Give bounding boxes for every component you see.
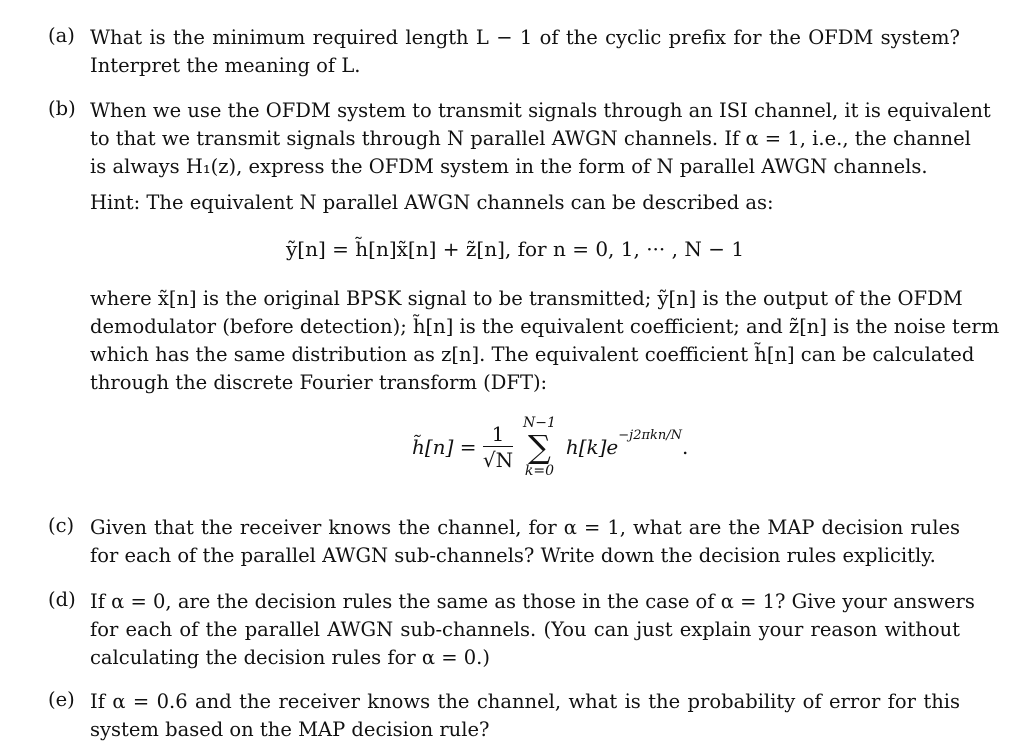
- question-a-label: (a): [48, 24, 75, 47]
- dft-exponent: −j2πkn/N: [618, 427, 683, 443]
- question-c-line-1: Given that the receiver knows the channel, for α = 1, what are the MAP decision rules: [90, 516, 960, 539]
- sigma-icon: ∑: [528, 428, 551, 466]
- question-a-line-1: What is the minimum required length L − 1 of the cyclic prefix for the OFDM system?: [90, 26, 960, 49]
- equation-dft: [412, 415, 688, 489]
- question-b-line-3: is always H₁(z), express the OFDM system in the form of N parallel AWGN channels.: [90, 155, 928, 178]
- question-c-label: (c): [48, 514, 75, 537]
- dft-fraction: [483, 422, 513, 473]
- question-e-label: (e): [48, 688, 75, 711]
- question-a-line-2: Interpret the meaning of L.: [90, 54, 361, 77]
- question-d: [48, 588, 975, 672]
- question-d-line-2: for each of the parallel AWGN sub-channels. (You can just explain your reason without: [90, 618, 960, 641]
- dft-frac-num: 1: [483, 422, 513, 447]
- question-c: [48, 514, 960, 570]
- where-line-4: through the discrete Fourier transform (DFT):: [90, 371, 548, 394]
- dft-term: h[k]e: [565, 435, 619, 459]
- question-a: [48, 24, 960, 80]
- where-line-3: which has the same distribution as z[n]. The equivalent coefficient h̃[n] can be calculated: [90, 343, 975, 366]
- question-e-line-2: system based on the MAP decision rule?: [90, 718, 490, 741]
- where-line-1: where x̃[n] is the original BPSK signal to be transmitted; ỹ[n] is the output of the OFDM: [90, 287, 963, 310]
- question-d-label: (d): [48, 588, 76, 611]
- dft-tail: .: [682, 435, 689, 459]
- question-b: [48, 97, 1000, 497]
- dft-lhs: h̃[n] =: [412, 435, 477, 459]
- question-b-line-2: to that we transmit signals through N parallel AWGN channels. If α = 1, i.e., the channel: [90, 127, 971, 150]
- dft-sum-top: N−1: [523, 415, 556, 431]
- hint-text: Hint: The equivalent N parallel AWGN channels can be described as:: [90, 191, 774, 214]
- dft-sum: [519, 415, 559, 479]
- question-b-label: (b): [48, 97, 76, 120]
- where-line-2: demodulator (before detection); h̃[n] is the equivalent coefficient; and z̃[n] is the noise term: [90, 315, 1000, 338]
- question-e: [48, 688, 960, 744]
- question-b-line-1: When we use the OFDM system to transmit signals through an ISI channel, it is equivalent: [90, 99, 991, 122]
- question-d-line-1: If α = 0, are the decision rules the same as those in the case of α = 1? Give your answers: [90, 590, 975, 613]
- equation-channel-model: ỹ[n] = h̃[n]x̃[n] + z̃[n], for n = 0, 1, ··· , N − 1: [286, 237, 745, 261]
- question-c-line-2: for each of the parallel AWGN sub-channels? Write down the decision rules explicitly.: [90, 544, 936, 567]
- dft-sum-bottom: k=0: [524, 463, 555, 479]
- dft-frac-den: √N: [482, 447, 514, 472]
- question-e-line-1: If α = 0.6 and the receiver knows the channel, what is the probability of error for this: [90, 690, 960, 713]
- question-d-line-3: calculating the decision rules for α = 0.): [90, 646, 490, 669]
